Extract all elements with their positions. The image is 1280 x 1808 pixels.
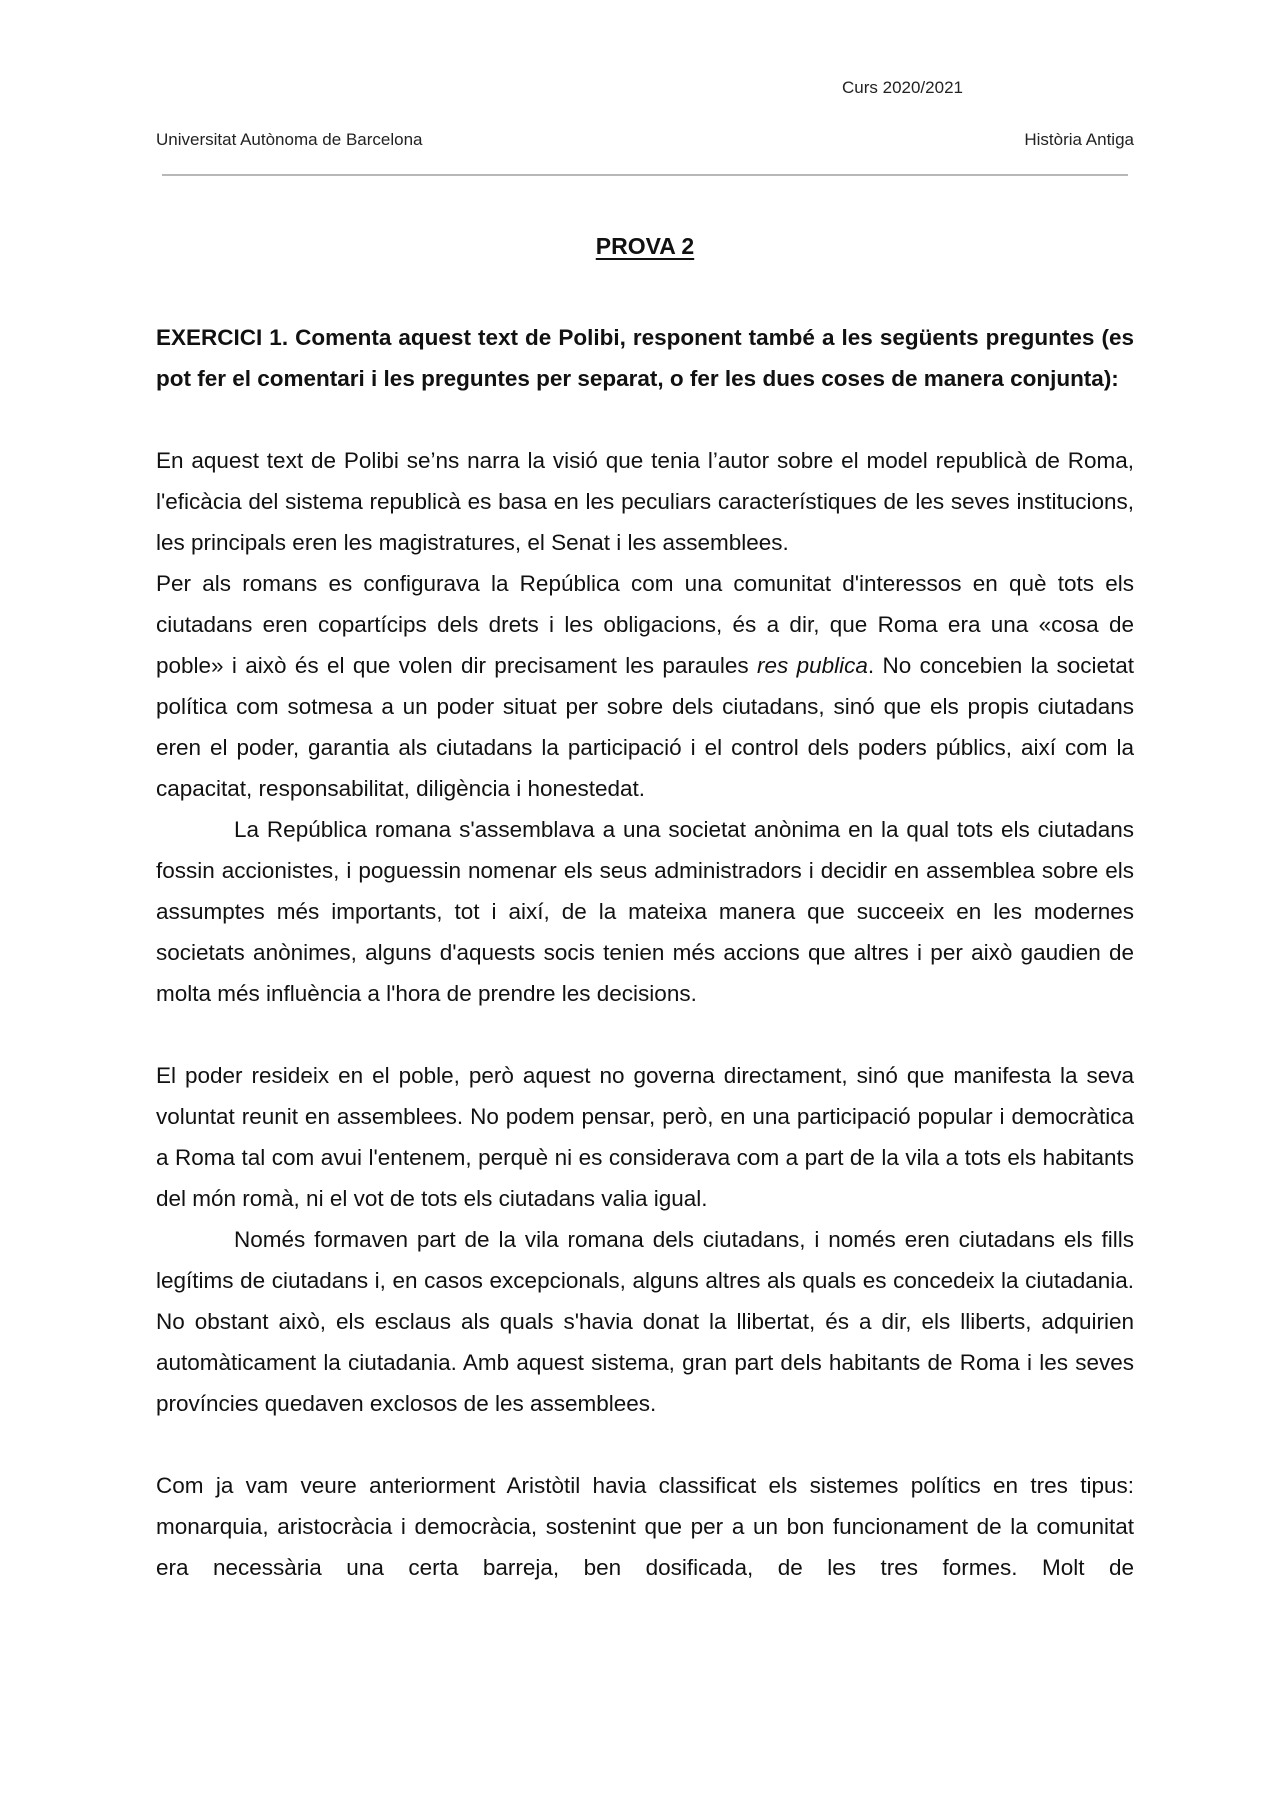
paragraph-res-publica-text-a: Per als romans es configurava la República com una comunitat d'interessos en què tots els ciutadans eren copartícips dels drets i les obligacions, és a dir, que Roma era una «cosa de poble» i això és el que volen dir precisament les paraules xyxy=(156,571,1134,678)
spacer xyxy=(156,1424,1134,1465)
paragraph-aristotil: Com ja vam veure anteriorment Aristòtil havia classificat els sistemes polítics en tres tipus: monarquia, aristocràcia i democràcia, sostenint que per a un bon funcionament de la comunitat era necessària una certa barreja, ben dosificada, de les tres formes. Molt de xyxy=(156,1473,1134,1580)
page-header xyxy=(156,130,1134,150)
italic-term: res publica xyxy=(757,653,868,678)
paragraph-ciutadania: Només formaven part de la vila romana dels ciutadans, i només eren ciutadans els fills legítims de ciutadans i, en casos excepcionals, alguns altres als quals es concedeix la ciutadania. No obstant això, els esclaus als quals s'havia donat la llibertat, és a dir, els lliberts, adquirien automàticament la ciutadania. Amb aquest sistema, gran part dels habitants de Roma i les seves províncies quedaven exclosos de les assemblees. xyxy=(156,1227,1134,1416)
course-year: Curs 2020/2021 xyxy=(842,78,963,97)
document-body xyxy=(156,317,1134,1588)
paragraph-intro: En aquest text de Polibi se’ns narra la visió que tenia l’autor sobre el model republicà de Roma, l'eficàcia del sistema republicà es basa en les peculiars característiques de les seves institucions, les principals eren les magistratures, el Senat i les assemblees. xyxy=(156,448,1134,555)
header-divider xyxy=(162,174,1128,176)
subject-name: Història Antiga xyxy=(1024,130,1134,149)
exam-title: PROVA 2 xyxy=(595,233,695,259)
spacer xyxy=(156,1014,1134,1055)
paragraph-res-publica xyxy=(156,563,1134,809)
paragraph-societat-anonima: La República romana s'assemblava a una societat anònima en la qual tots els ciutadans fossin accionistes, i poguessin nomenar els seus administradors i decidir en assemblea sobre els assumptes més importants, tot i així, de la mateixa manera que succeeix en les modernes societats anònimes, alguns d'aquests socis tenien més accions que altres i per això gaudien de molta més influència a l'hora de prendre les decisions. xyxy=(156,817,1134,1006)
exercise-heading: EXERCICI 1. Comenta aquest text de Polibi, responent també a les següents preguntes (es pot fer el comentari i les preguntes per separat, o fer les dues coses de manera conjunta): xyxy=(156,325,1134,391)
spacer xyxy=(156,399,1134,440)
university-name: Universitat Autònoma de Barcelona xyxy=(156,130,423,149)
paragraph-poder-poble: El poder resideix en el poble, però aquest no governa directament, sinó que manifesta la seva voluntat reunit en assemblees. No podem pensar, però, en una participació popular i democràtica a Roma tal com avui l'entenem, perquè ni es considerava com a part de la vila a tots els habitants del món romà, ni el vot de tots els ciutadans valia igual. xyxy=(156,1063,1134,1211)
paragraph-res-publica-text-b: . No concebien la societat política com sotmesa a un poder situat per sobre dels ciutadans, sinó que els propis ciutadans eren el poder, garantia als ciutadans la participació i el control dels poders públics, així com la capacitat, responsabilitat, diligència i honestedat. xyxy=(156,653,1134,801)
